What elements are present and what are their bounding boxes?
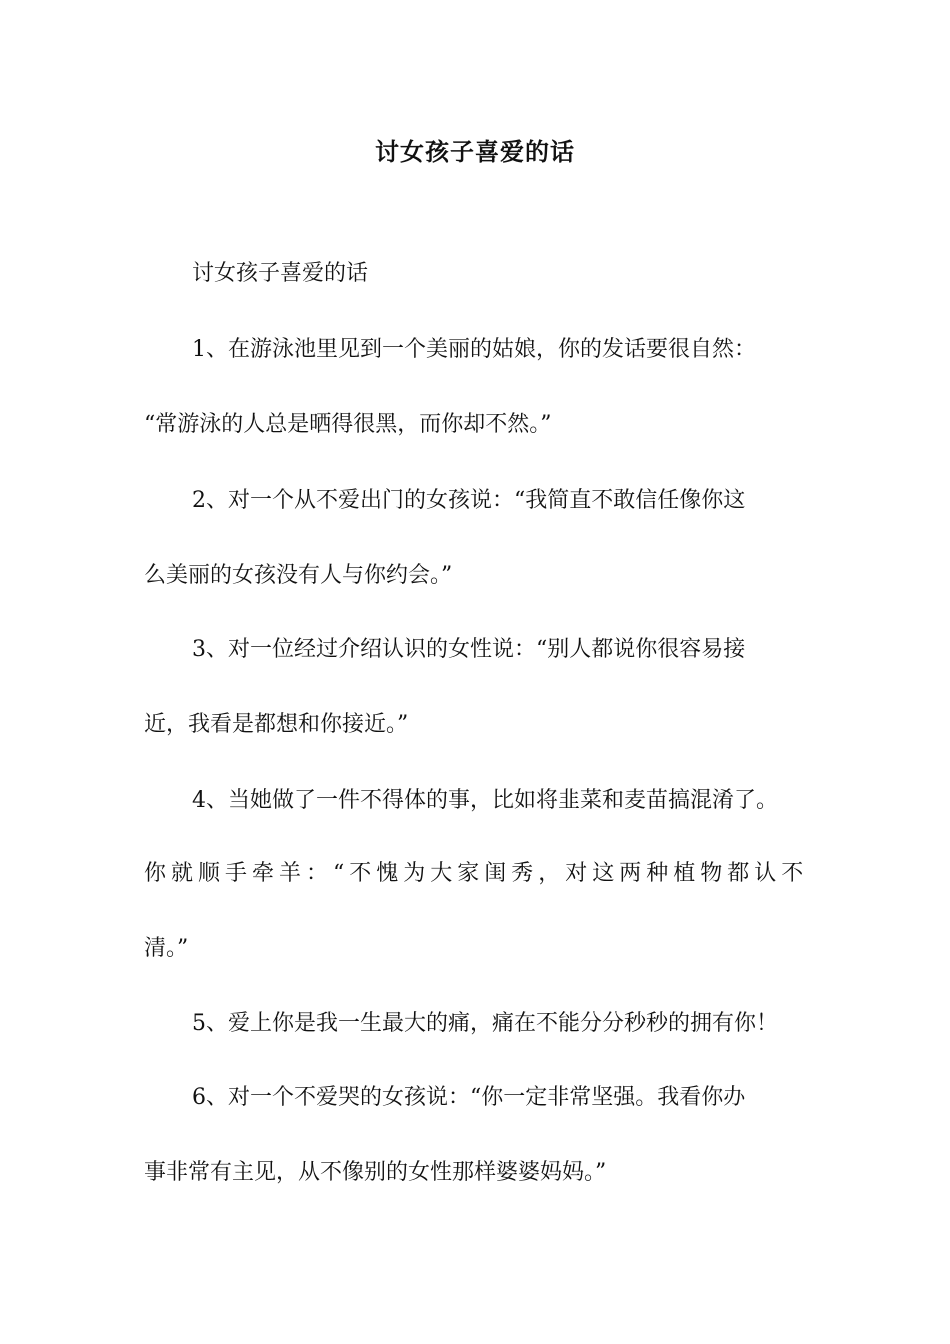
paragraph-4-line-1: 4、当她做了一件不得体的事，比如将韭菜和麦苗搞混淆了。: [192, 788, 778, 813]
paragraph-6-line-2: 事非常有主见，从不像别的女性那样婆婆妈妈。”: [144, 1160, 607, 1185]
paragraph-5-line-1: 5、爱上你是我一生最大的痛，痛在不能分分秒秒的拥有你！: [192, 1011, 778, 1036]
paragraph-6-line-1: 6、对一个不爱哭的女孩说：“你一定非常坚强。我看你办: [192, 1085, 746, 1110]
paragraph-4-line-2: 你就顺手牵羊：“不愧为大家闺秀，对这两种植物都认不: [144, 861, 809, 886]
subtitle-line: 讨女孩子喜爱的话: [192, 261, 369, 286]
paragraph-1-line-2: “常游泳的人总是晒得很黑，而你却不然。”: [144, 412, 552, 437]
page-title: 讨女孩子喜爱的话: [375, 137, 575, 166]
paragraph-2-line-1: 2、对一个从不爱出门的女孩说：“我简直不敢信任像你这: [192, 488, 746, 513]
paragraph-3-line-2: 近，我看是都想和你接近。”: [144, 712, 409, 737]
paragraph-3-line-1: 3、对一位经过介绍认识的女性说：“别人都说你很容易接: [192, 637, 746, 662]
paragraph-2-line-2: 么美丽的女孩没有人与你约会。”: [144, 563, 453, 588]
paragraph-4-line-3: 清。”: [144, 936, 189, 961]
paragraph-1-line-1: 1、在游泳池里见到一个美丽的姑娘，你的发话要很自然：: [192, 337, 756, 362]
